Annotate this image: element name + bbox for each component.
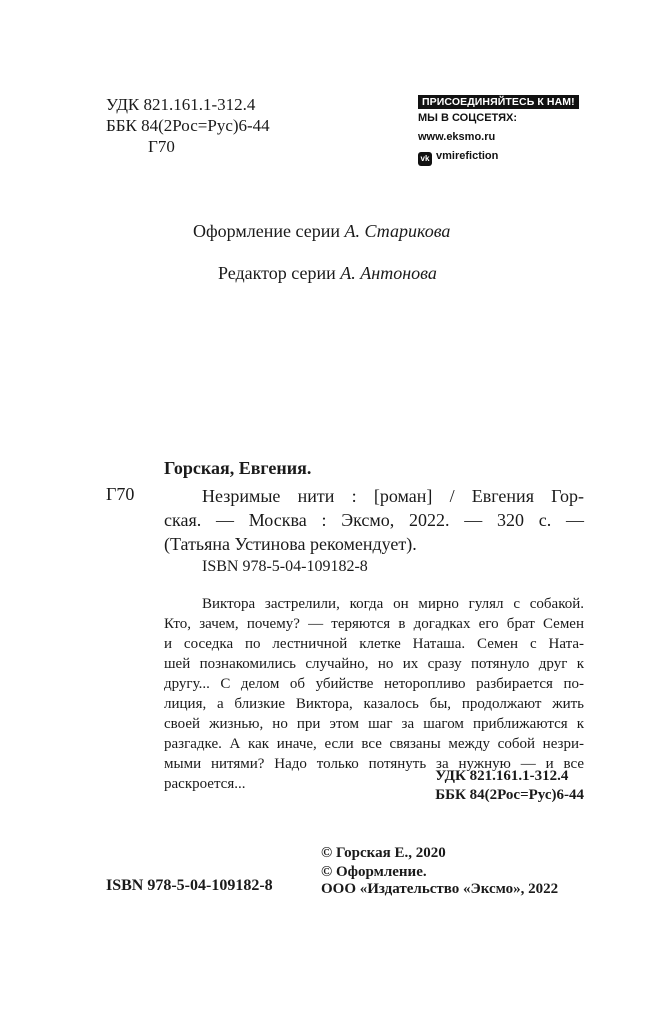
record-line-3: (Татьяна Устинова рекомендует). [164,534,417,554]
series-design-credit [193,221,450,242]
annotation-line: разгадке. А как иначе, если все связаны между собой незри- [164,736,584,752]
vk-icon: vk [418,152,432,166]
bottom-codes [435,767,584,805]
bbk-code-bottom: ББК 84(2Рос=Рус)6-44 [435,787,584,803]
join-us-banner: ПРИСОЕДИНЯЙТЕСЬ К НАМ! [418,95,579,109]
author-mark-top: Г70 [148,137,175,156]
annotation-line: шей познакомились случайно, но их сразу потянуло друг к [164,656,584,672]
website-link: www.eksmo.ru [418,131,496,143]
record-line-2: ская. — Москва : Эксмо, 2022. — 320 с. — [164,510,584,530]
copyright-publisher: ООО «Издательство «Эксмо», 2022 [321,881,559,897]
udk-code-top: УДК 821.161.1-312.4 [106,95,256,114]
social-block [418,95,586,166]
vk-row [418,147,586,166]
copyright-author: © Горская Е., 2020 [321,845,446,861]
bbk-code-top: ББК 84(2Рос=Рус)6-44 [106,116,270,135]
isbn-bottom: ISBN 978-5-04-109182-8 [106,877,273,894]
annotation-line: лиция, а близкие Виктора, казалось бы, продолжают жить [164,696,584,712]
social-networks-label: МЫ В СОЦСЕТЯХ: [418,112,518,124]
annotation-line: мыми нитями? Надо только потянуть за нужную — и все [164,756,584,772]
record-description [164,484,584,556]
annotation-line: своей жизнью, но при этом шаг за шагом приближаются к [164,716,584,732]
annotation-line: Виктора застрелили, когда он мирно гулял с собакой. [202,596,584,612]
series-editor-name: А. Антонова [340,263,437,283]
record-author-mark: Г70 [106,484,135,504]
annotation-line: другу... С делом об убийстве неторопливо разбирается по- [164,676,584,692]
vk-handle: vmirefiction [436,150,499,162]
record-isbn: ISBN 978-5-04-109182-8 [202,558,368,575]
copyright-design: © Оформление. [321,864,427,880]
annotation-line: и соседка по лестничной клетке Наташа. Семен с Ната- [164,636,584,652]
series-design-name: А. Старикова [344,221,451,241]
series-design-label: Оформление серии [193,221,345,241]
series-editor-credit [218,263,437,284]
annotation-line: Кто, зачем, почему? — теряются в догадках его брат Семен [164,616,584,632]
record-line-1: Незримые нити : [роман] / Евгения Гор- [202,486,584,506]
udk-code-bottom: УДК 821.161.1-312.4 [435,768,569,784]
annotation [164,594,584,794]
record-author: Горская, Евгения. [164,458,312,478]
annotation-line: раскроется... [164,776,246,792]
series-editor-label: Редактор серии [218,263,341,283]
